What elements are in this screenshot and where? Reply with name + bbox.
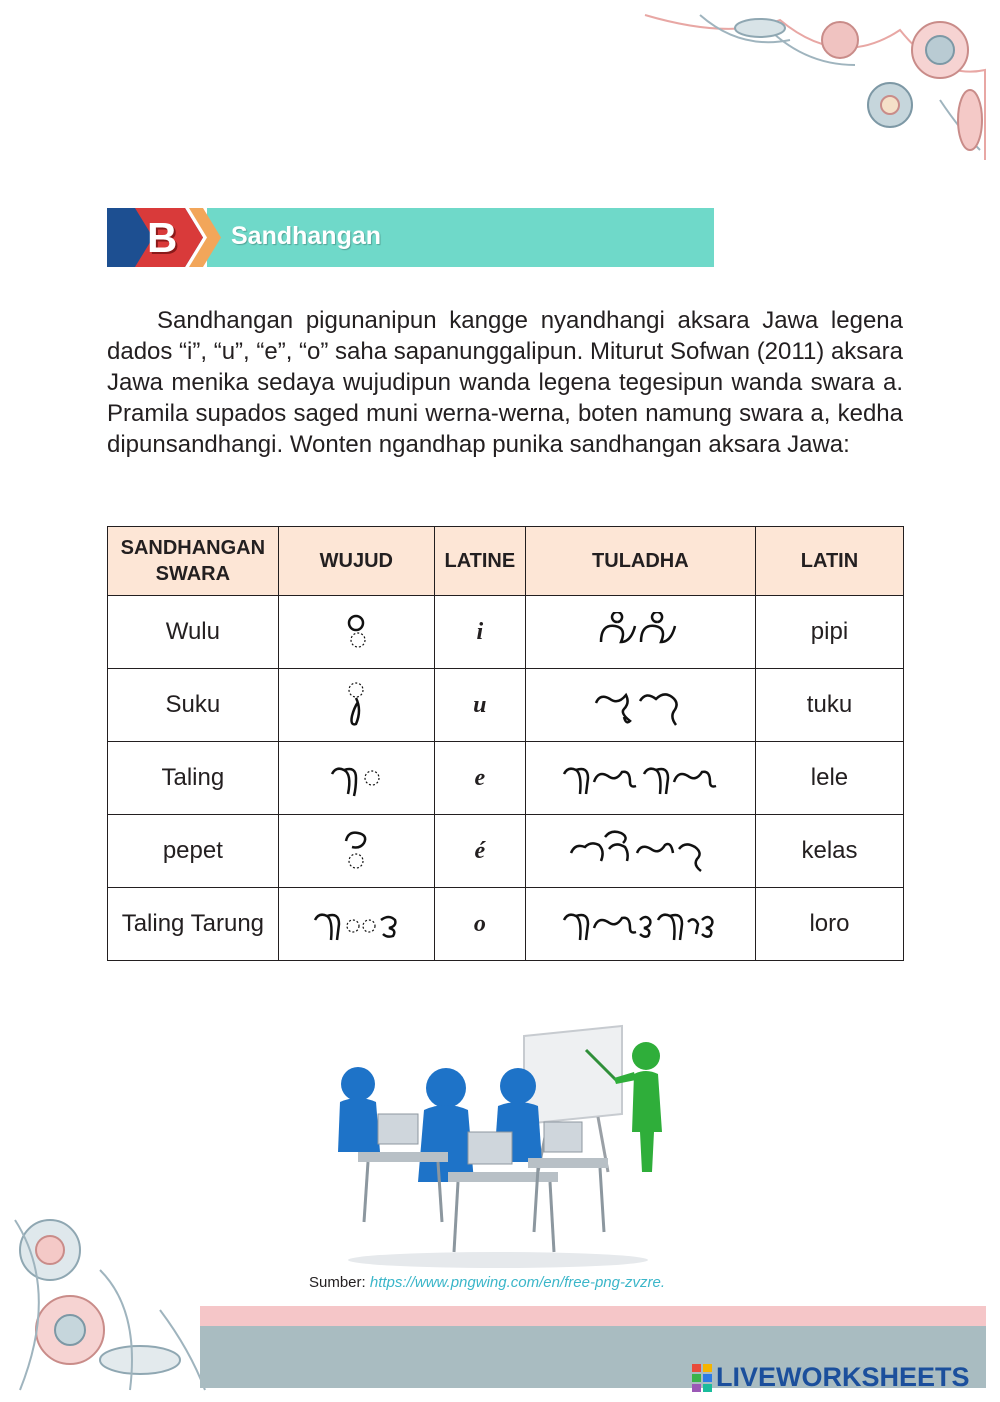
table-row: [108, 815, 904, 888]
latin-cell: kelas: [755, 815, 903, 888]
brand-name: LIVEWORKSHEETS: [716, 1362, 970, 1392]
wujud-cell: [278, 596, 434, 669]
table-row: [108, 742, 904, 815]
latin-cell: lele: [755, 742, 903, 815]
tuladha-cell: [525, 742, 755, 815]
tuladha-cell: [525, 596, 755, 669]
table-header-row: [108, 527, 904, 596]
taling-tarung-glyph: [311, 904, 401, 944]
taling-glyph: [326, 758, 386, 798]
swara-cell: pepet: [108, 815, 279, 888]
floral-ornament-top: [640, 10, 990, 170]
classroom-illustration: [318, 1022, 680, 1272]
header-sandhangan-swara: [108, 527, 279, 596]
desks-and-laptops: [358, 1114, 608, 1252]
sandhangan-table: [107, 526, 904, 961]
source-link[interactable]: https://www.pngwing.com/en/free-png-zvzre.: [369, 1274, 665, 1291]
latin-cell: pipi: [755, 596, 903, 669]
latine-cell: o: [434, 888, 525, 961]
floral-ornament-bottom: [10, 1210, 210, 1395]
swara-cell: Taling Tarung: [108, 888, 279, 961]
wujud-cell: [278, 669, 434, 742]
tuladha-lele-glyph: [560, 758, 720, 798]
header-latine: LATINE: [434, 527, 525, 596]
table-row: [108, 669, 904, 742]
pepet-glyph: [336, 829, 376, 873]
suku-glyph: [336, 680, 376, 730]
header-wujud: WUJUD: [278, 527, 434, 596]
header-swara-line2: SWARA: [155, 563, 231, 585]
section-banner: [107, 208, 714, 267]
tuladha-cell: [525, 669, 755, 742]
tuladha-tuku-glyph: [590, 681, 690, 729]
swara-cell: Taling: [108, 742, 279, 815]
tuladha-kelas-glyph: [565, 827, 715, 875]
wujud-cell: [278, 815, 434, 888]
header-swara-line1: SANDHANGAN: [120, 537, 266, 559]
intro-paragraph: Sandhangan pigunanipun kangge nyandhangi aksara Jawa legena dados “i”, “u”, “e”, “o” saha sapanunggalipun. Miturut Sofwan (2011) aksara Jawa menika sedaya wujudipun wanda legena tegesipun wanda swara a. Pramila supados saged muni werna-werna, boten namung swara a, kedha dipunsandhangi. Wonten ngandhap punika sandhangan aksara Jawa:: [107, 307, 903, 458]
latine-cell: e: [434, 742, 525, 815]
latin-cell: loro: [755, 888, 903, 961]
tuladha-loro-glyph: [560, 904, 720, 944]
tuladha-cell: [525, 888, 755, 961]
caption-prefix: Sumber:: [309, 1274, 370, 1291]
table-row: [108, 888, 904, 961]
section-letter: B: [147, 214, 178, 261]
image-source-caption: [309, 1274, 665, 1291]
latine-cell: u: [434, 669, 525, 742]
wujud-cell: [278, 742, 434, 815]
swara-cell: Wulu: [108, 596, 279, 669]
header-latin: LATIN: [755, 527, 903, 596]
wulu-glyph: [336, 612, 376, 652]
latine-cell: i: [434, 596, 525, 669]
latin-cell: tuku: [755, 669, 903, 742]
section-title: Sandhangan: [231, 222, 382, 250]
header-tuladha: TULADHA: [525, 527, 755, 596]
tuladha-cell: [525, 815, 755, 888]
tuladha-pipi-glyph: [595, 612, 685, 652]
table-row: [108, 596, 904, 669]
footer-pink-band: [200, 1306, 986, 1326]
liveworksheets-icon: [692, 1364, 712, 1392]
wujud-cell: [278, 888, 434, 961]
swara-cell: Suku: [108, 669, 279, 742]
latine-cell: é: [434, 815, 525, 888]
